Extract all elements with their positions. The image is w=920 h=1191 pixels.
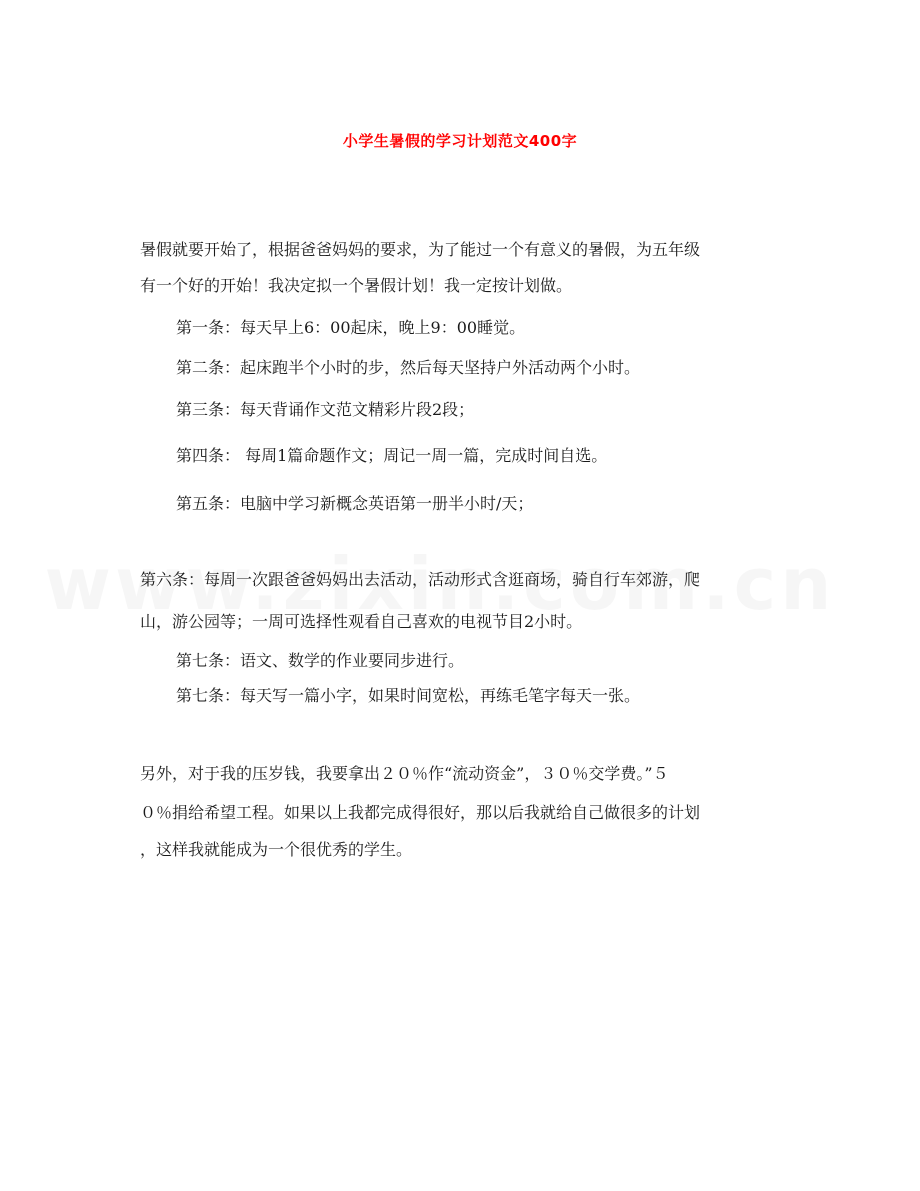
closing-line-3: ，这样我就能成为一个很优秀的学生。 [140, 840, 413, 859]
rule-7a: 第七条：语文、数学的作业要同步进行。 [176, 651, 465, 670]
rule-3: 第三条：每天背诵作文范文精彩片段2段； [176, 400, 475, 419]
rule-6-line-2: 山，游公园等；一周可选择性观看自己喜欢的电视节目2小时。 [140, 612, 583, 631]
rule-5: 第五条：电脑中学习新概念英语第一册半小时/天； [176, 494, 534, 513]
closing-line-2: ０％捐给希望工程。如果以上我都完成得很好，那以后我就给自己做很多的计划 [140, 803, 701, 822]
rule-2: 第二条：起床跑半个小时的步，然后每天坚持户外活动两个小时。 [176, 358, 641, 377]
intro-line-2: 有一个好的开始！我决定拟一个暑假计划！我一定按计划做。 [140, 276, 573, 295]
rule-4: 第四条： 每周1篇命题作文；周记一周一篇，完成时间自选。 [176, 446, 608, 465]
intro-line-1: 暑假就要开始了，根据爸爸妈妈的要求，为了能过一个有意义的暑假，为五年级 [140, 240, 701, 259]
rule-1: 第一条：每天早上6：00起床，晚上9：00睡觉。 [176, 318, 526, 337]
rule-6-line-1: 第六条：每周一次跟爸爸妈妈出去活动，活动形式含逛商场，骑自行车郊游，爬 [140, 570, 701, 589]
document-title: 小学生暑假的学习计划范文400字 [342, 132, 578, 150]
closing-line-1: 另外，对于我的压岁钱，我要拿出２０％作“流动资金”，３０％交学费。”５ [140, 764, 669, 783]
rule-7b: 第七条：每天写一篇小字，如果时间宽松，再练毛笔字每天一张。 [176, 686, 641, 705]
